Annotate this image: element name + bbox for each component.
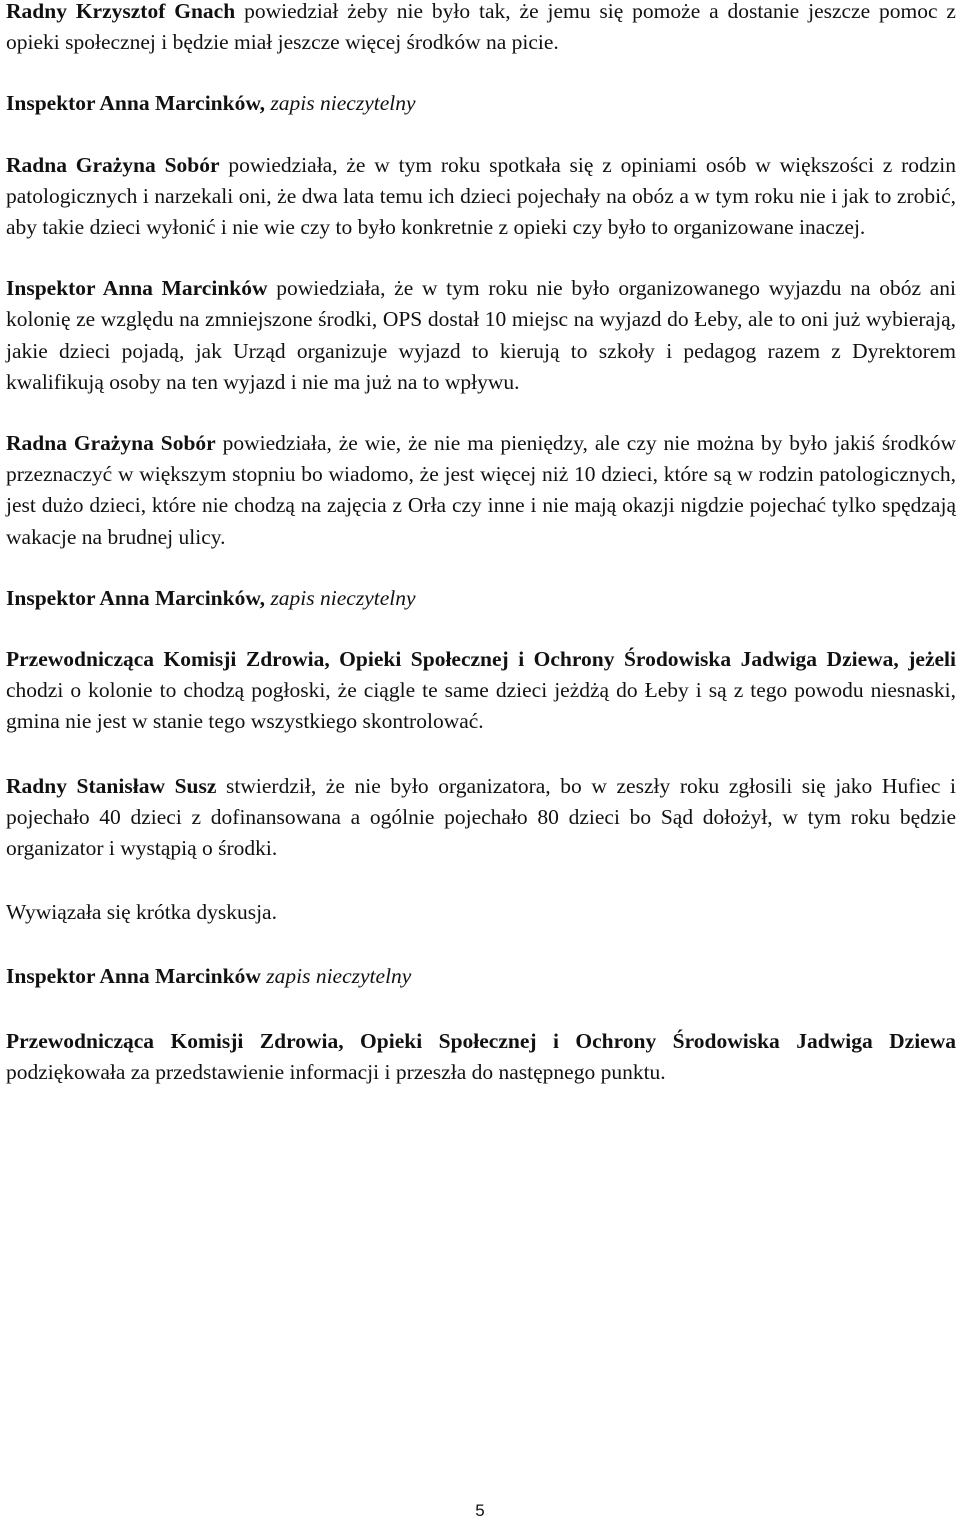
paragraph-gnach-statement bbox=[6, 0, 956, 58]
speaker-name: Przewodnicząca Komisji Zdrowia, Opieki Społecznej i Ochrony Środowiska Jadwiga Dziewa bbox=[6, 1028, 956, 1053]
speaker-name: Radna Grażyna Sobór bbox=[6, 152, 220, 177]
paragraph-sobor-statement-2 bbox=[6, 428, 956, 553]
paragraph-text: powiedziała, że w tym roku nie było organizowanego wyjazdu na obóz ani kolonię ze względu na zmniejszone środki, OPS dostał 10 miejsc na wyjazd do Łeby, ale to oni już wybierają, jakie dzieci pojadą, jak Urząd organizuje wyjazd to kierują to szkoły i pedagog razem z Dyrektorem kwalifikują osoby na ten wyjazd i nie ma już na to wpływu. bbox=[6, 276, 956, 394]
paragraph-text: podziękowała za przedstawienie informacji i przeszła do następnego punktu. bbox=[6, 1059, 666, 1084]
paragraph-marcinkow-note-2 bbox=[6, 583, 956, 614]
paragraph-text: chodzi o kolonie to chodzą pogłoski, że ciągle te same dzieci jeżdżą do Łeby i są z tego powodu niesnaski, gmina nie jest w stanie tego wszystkiego skontrolować. bbox=[6, 678, 956, 734]
paragraph-discussion bbox=[6, 897, 956, 928]
speaker-name: Przewodnicząca Komisji Zdrowia, Opieki Społecznej i Ochrony Środowiska Jadwiga Dziewa, jeżeli bbox=[6, 647, 956, 672]
paragraph-marcinkow-statement bbox=[6, 273, 956, 398]
paragraph-dziewa-closing bbox=[6, 1026, 956, 1088]
paragraph-text: powiedziała, że wie, że nie ma pieniędzy, ale czy nie można by było jakiś środków przeznaczyć w większym stopniu bo wiadomo, że jest więcej niż 10 dzieci, które są w rodzin patologicznych, jest dużo dzieci, które nie chodzą na zajęcia z Orła czy inne i nie mają okazji nigdzie pojechać tylko spędzają wakacje na brudnej ulicy. bbox=[6, 431, 956, 549]
paragraph-text: stwierdził, że nie było organizatora, bo w zeszły roku zgłosili się jako Hufiec i pojechało 40 dzieci z dofinansowana a ogólnie pojechało 80 dzieci bo Sąd dołożył, w tym roku będzie organizator i wystąpią o środki. bbox=[6, 773, 957, 861]
page-number: 5 bbox=[475, 1501, 485, 1520]
illegible-note: zapis nieczytelny bbox=[265, 585, 416, 610]
speaker-name: Inspektor Anna Marcinków, bbox=[6, 585, 266, 610]
speaker-name: Inspektor Anna Marcinków, bbox=[6, 91, 266, 116]
paragraph-marcinkow-note-3 bbox=[6, 961, 956, 992]
paragraph-marcinkow-note-1 bbox=[6, 88, 956, 119]
paragraph-text: powiedział żeby nie było tak, że jemu się pomoże a dostanie jeszcze pomoc z opieki społecznej i będzie miał jeszcze więcej środków na picie. bbox=[6, 0, 956, 55]
speaker-name: Radna Grażyna Sobór bbox=[6, 431, 216, 456]
illegible-note: zapis nieczytelny bbox=[265, 91, 416, 116]
paragraph-dziewa-statement bbox=[6, 644, 956, 738]
paragraph-sobor-statement-1 bbox=[6, 150, 956, 244]
speaker-name: Inspektor Anna Marcinków bbox=[6, 964, 261, 989]
paragraph-text: Wywiązała się krótka dyskusja. bbox=[6, 900, 277, 925]
speaker-name: Radny Krzysztof Gnach bbox=[6, 0, 236, 23]
paragraph-susz-statement bbox=[6, 771, 956, 865]
illegible-note: zapis nieczytelny bbox=[260, 964, 412, 989]
speaker-name: Radny Stanisław Susz bbox=[6, 773, 217, 798]
paragraph-text: powiedziała, że w tym roku spotkała się z opiniami osób w większości z rodzin patologicznych i narzekali oni, że dwa lata temu ich dzieci pojechały na obóz a w tym roku nie i jak to zrobić, aby takie dzieci wyłonić i nie wie czy to było konkretnie z opieki czy było to organizowane inaczej. bbox=[6, 152, 956, 240]
speaker-name: Inspektor Anna Marcinków bbox=[6, 276, 268, 301]
document-body bbox=[6, 0, 956, 1088]
